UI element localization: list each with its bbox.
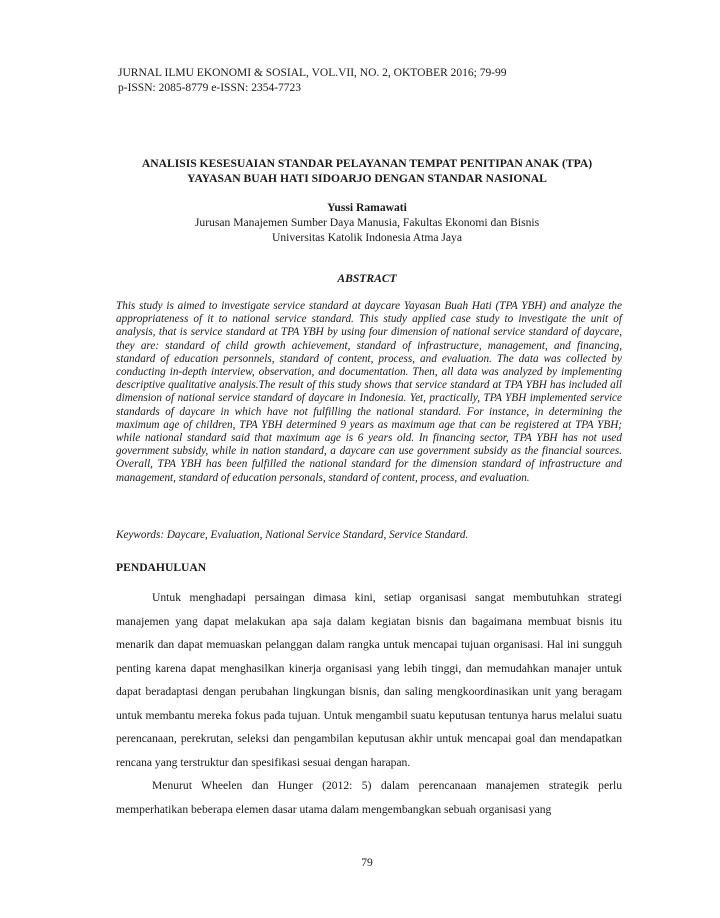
keywords: Keywords: Daycare, Evaluation, National Service Standard, Service Standard. — [116, 529, 469, 541]
abstract-text: This study is aimed to investigate service standard at daycare Yayasan Buah Hati (TPA YBH) and analyze the appropriateness of it to national service standard. This study applied case study to investigate the unit of analysis, that is service standard at TPA YBH by using four dimension of national service standard of daycare, they are: standard of child growth achievement, standard of infrastructure, management, and financing, standard of education personnels, standard of content, process, and evaluation. The data was collected by conducting in-depth interview, observation, and documentation. Then, all data was analyzed by implementing descriptive qualitative analysis.The result of this study shows that service standard at TPA YBH has included all dimension of national service standard of daycare in Indonesia. Yet, practically, TPA YBH implemented service standards of daycare in which have not fulfilling the national standard. For instance, in determining the maximum age of children, TPA YBH determined 9 years as maximum age that can be registered at TPA YBH; while national standard said that maximum age is 6 years old. In financing sector, TPA YBH has not used government subsidy, while in nation standard, a daycare can use government subsidy as the financial sources. Overall, TPA YBH has been fulfilled the national standard for the dimension standard of infrastructure and management, standard of education personals, standard of content, process, and evaluation. — [116, 300, 622, 484]
body-paragraph-1: Untuk menghadapi persaingan dimasa kini, setiap organisasi sangat membutuhkan strategi manajemen yang dapat melakukan apa saja dalam kegiatan bisnis dan bagaimana membuat bisnis itu menarik dan dapat memuaskan pelanggan dalam rangka untuk mencapai tujuan organisasi. Hal ini sungguh penting karena dapat menghasilkan kinerja organisasi yang lebih tinggi, dan memudahkan manajer untuk dapat beradaptasi dengan perubahan lingkungan bisnis, dan saling mengkoordinasikan unit yang beragam untuk membantu mereka fokus pada tujuan. Untuk mengambil suatu keputusan tentunya harus melalui suatu perencanaan, perekrutan, seleksi dan pengambilan keputusan akhir untuk mencapai goal dan mendapatkan rencana yang terstruktur dan spesifikasi sesuai dengan harapan. — [116, 591, 622, 769]
journal-citation: JURNAL ILMU EKONOMI & SOSIAL, VOL.VII, NO. 2, OKTOBER 2016; 79-99 — [118, 67, 507, 79]
journal-issn: p-ISSN: 2085-8779 e-ISSN: 2354-7723 — [118, 82, 302, 94]
body-paragraph-2: Menurut Wheelen dan Hunger (2012: 5) dalam perencanaan manajemen strategik perlu memperhatikan beberapa elemen dasar utama dalam mengembangkan sebuah organisasi yang — [116, 779, 622, 816]
paper-title-line-2: YAYASAN BUAH HATI SIDOARJO DENGAN STANDAR NASIONAL — [187, 172, 547, 185]
author-affiliation-line-2: Universitas Katolik Indonesia Atma Jaya — [272, 231, 462, 244]
author-block — [100, 200, 634, 245]
section-body — [116, 586, 622, 821]
journal-header — [118, 66, 618, 96]
abstract-heading: ABSTRACT — [337, 272, 397, 285]
author-name: Yussi Ramawati — [327, 201, 407, 214]
author-affiliation-line-1: Jurusan Manajemen Sumber Daya Manusia, Fakultas Ekonomi dan Bisnis — [194, 216, 540, 229]
paper-title — [100, 156, 634, 186]
paper-title-line-1: ANALISIS KESESUAIAN STANDAR PELAYANAN TEMPAT PENITIPAN ANAK (TPA) — [141, 157, 593, 170]
section-heading: PENDAHULUAN — [116, 561, 207, 574]
page-number: 79 — [361, 856, 373, 869]
